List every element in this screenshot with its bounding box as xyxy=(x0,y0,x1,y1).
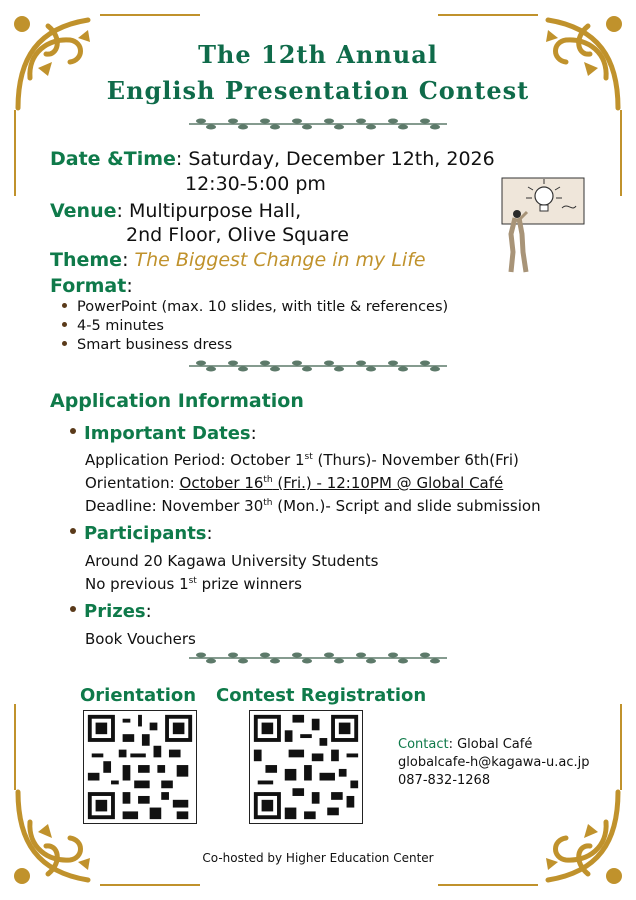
leaf-divider-2 xyxy=(189,358,447,374)
title-line-2: English Presentation Contest xyxy=(106,76,530,105)
important-dates-label: Important Dates xyxy=(84,423,251,444)
contact-row: Contact: Global Café xyxy=(398,737,533,752)
prizes-label: Prizes xyxy=(84,601,146,622)
format-item-2: 4-5 minutes xyxy=(62,318,164,334)
orientation-qr-code[interactable] xyxy=(83,710,197,824)
application-period: Application Period: October 1st (Thurs)- November 6th(Fri) xyxy=(85,451,519,469)
bullet-icon xyxy=(62,303,67,308)
application-heading: Application Information xyxy=(50,390,304,412)
prizes-row: Prizes: xyxy=(70,601,152,622)
orientation-info: Orientation: October 16th (Fri.) - 12:10PM @ Global Café xyxy=(85,474,504,492)
registration-qr-code[interactable] xyxy=(249,710,363,824)
registration-qr-label: Contest Registration xyxy=(216,685,427,706)
time-value: 12:30-5:00 pm xyxy=(185,173,326,195)
presenter-lightbulb-illustration xyxy=(500,176,588,276)
bullet-icon xyxy=(62,341,67,346)
corner-ornament-bottom-right xyxy=(528,782,628,892)
frame-line-top-right xyxy=(438,14,538,16)
contact-name: Global Café xyxy=(457,737,533,752)
frame-line-left-bottom xyxy=(14,704,16,790)
bullet-icon xyxy=(62,322,67,327)
deadline-info: Deadline: November 30th (Mon.)- Script and slide submission xyxy=(85,497,541,515)
bullet-icon xyxy=(70,528,76,534)
frame-line-right-bottom xyxy=(620,704,622,790)
frame-line-left xyxy=(14,110,16,196)
format-label: Format xyxy=(50,275,127,297)
format-item-1: PowerPoint (max. 10 slides, with title & references) xyxy=(62,299,448,315)
venue-line1: Multipurpose Hall, xyxy=(128,200,302,222)
venue-row: Venue: Multipurpose Hall, xyxy=(50,200,302,222)
bullet-icon xyxy=(70,606,76,612)
contact-phone: 087-832-1268 xyxy=(398,773,491,788)
theme-value: The Biggest Change in my Life xyxy=(134,249,426,271)
contact-label: Contact xyxy=(398,737,449,752)
frame-line-top-left xyxy=(100,14,200,16)
participants-label: Participants xyxy=(84,523,207,544)
prizes-value: Book Vouchers xyxy=(85,630,196,648)
title-line-1: The 12th Annual xyxy=(198,40,438,69)
participants-line2: No previous 1st prize winners xyxy=(85,575,302,593)
format-item-3: Smart business dress xyxy=(62,337,232,353)
important-dates-row: Important Dates: xyxy=(70,423,257,444)
date-label: Date &Time xyxy=(50,148,176,170)
bullet-icon xyxy=(70,428,76,434)
orientation-qr-label: Orientation xyxy=(80,685,197,706)
contact-email[interactable]: globalcafe-h@kagawa-u.ac.jp xyxy=(398,755,590,770)
venue-line2: 2nd Floor, Olive Square xyxy=(126,224,349,246)
frame-line-right xyxy=(620,110,622,196)
participants-line1: Around 20 Kagawa University Students xyxy=(85,552,379,570)
leaf-divider-3 xyxy=(189,650,447,666)
cohost-footer: Co-hosted by Higher Education Center xyxy=(202,851,434,865)
date-value: Saturday, December 12th, 2026 xyxy=(188,148,495,170)
theme-label: Theme xyxy=(50,249,123,271)
leaf-divider-1 xyxy=(189,116,447,132)
format-row: Format: xyxy=(50,275,133,297)
participants-row: Participants: xyxy=(70,523,213,544)
date-time-row: Date &Time: Saturday, December 12th, 2026 xyxy=(50,148,495,170)
venue-label: Venue xyxy=(50,200,117,222)
frame-line-bottom-right xyxy=(438,884,538,886)
theme-row: Theme: The Biggest Change in my Life xyxy=(50,249,426,271)
frame-line-bottom-left xyxy=(100,884,200,886)
